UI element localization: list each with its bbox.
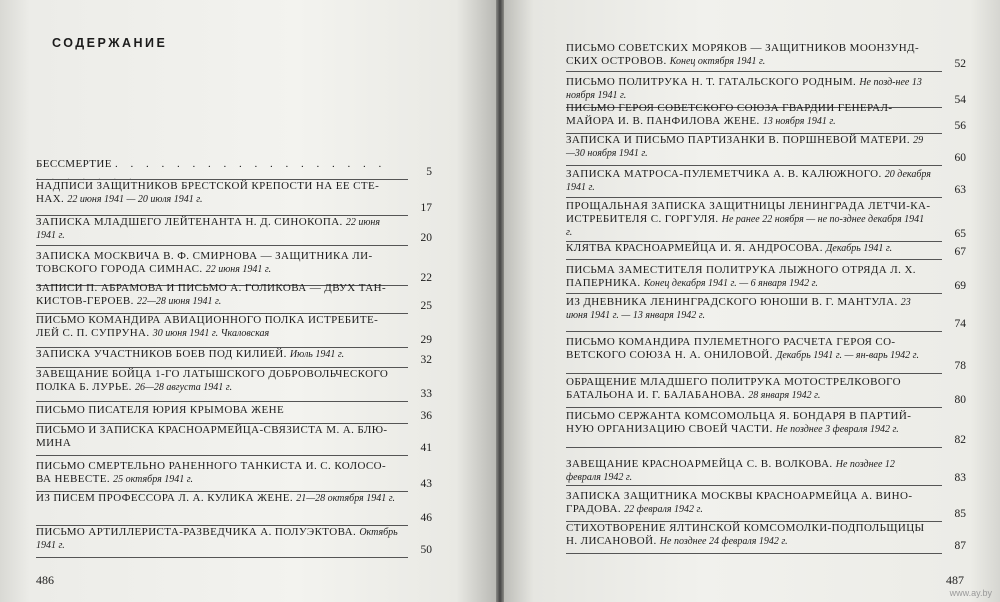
left-toc-entry <box>36 314 432 346</box>
entry-title: ПИСЬМА ЗАМЕСТИТЕЛЯ ПОЛИТРУКА ЛЫЖНОГО ОТРЯДА Л. Х. ПАПЕРНИКА. Конец декабря 1941 г. — 6 января 1942 г. <box>566 264 916 289</box>
right-page <box>504 0 1000 602</box>
entry-date: Декабрь 1941 г. <box>826 243 893 254</box>
entry-title: ПИСЬМО АРТИЛЛЕРИСТА-РАЗВЕДЧИКА А. ПОЛУЭКТОВА. Октябрь 1941 г. <box>36 526 398 551</box>
left-page <box>0 0 496 602</box>
right-toc-entry <box>566 296 966 330</box>
entry-page-number: 20 <box>420 232 432 244</box>
entry-page-number: 43 <box>420 478 432 490</box>
entry-date: 22—28 июня 1941 г. <box>136 296 222 307</box>
right-toc-entry <box>566 336 966 372</box>
right-toc-entry <box>566 200 966 240</box>
entry-page-number: 82 <box>954 434 966 446</box>
entry-page-number: 85 <box>954 508 966 520</box>
entry-title: ПРОЩАЛЬНАЯ ЗАПИСКА ЗАЩИТНИЦЫ ЛЕНИНГРАДА ЛЕТЧИ-КА-ИСТРЕБИТЕЛЯ С. ГОРГУЛЯ. Не ранее 22 ноября — не по-зднее декабря 1941 г. <box>566 200 931 238</box>
entry-page-number: 60 <box>954 152 966 164</box>
entry-title: ПИСЬМО И ЗАПИСКА КРАСНОАРМЕЙЦА-СВЯЗИСТА М. А. БЛЮ-МИНА <box>36 424 388 449</box>
entry-date: 25 октября 1941 г. <box>113 474 193 485</box>
entry-title: ПИСЬМО СМЕРТЕЛЬНО РАНЕННОГО ТАНКИСТА И. С. КОЛОСО-ВА НЕВЕСТЕ. 25 октября 1941 г. <box>36 460 387 485</box>
right-toc-entry <box>566 490 966 520</box>
entry-date: 30 июня 1941 г. Чкаловская <box>152 328 270 339</box>
watermark: www.ay.by <box>949 588 992 598</box>
right-toc-entry <box>566 376 966 406</box>
entry-underline <box>566 197 942 198</box>
entry-underline <box>36 455 408 456</box>
entry-page-number: 41 <box>420 442 432 454</box>
book-gutter <box>496 0 504 602</box>
right-toc-entry <box>566 102 966 132</box>
entry-underline <box>36 245 408 246</box>
leader-dots: . . . . . . . . . . . . . . . . . . . . . . . . . <box>36 158 387 183</box>
entry-date: 21—28 октября 1941 г. <box>296 493 395 504</box>
entry-page-number: 63 <box>954 184 966 196</box>
left-toc-entry <box>36 216 432 244</box>
entry-title: ПИСЬМО КОМАНДИРА ПУЛЕМЕТНОГО РАСЧЕТА ГЕРОЯ СО-ВЕТСКОГО СОЮЗА Н. А. ОНИЛОВОЙ. Декабрь 1941 г. — ян-варь 1942 г. <box>566 336 919 361</box>
entry-date: 20 декабря 1941 г. <box>566 169 931 193</box>
entry-title: ИЗ ПИСЕМ ПРОФЕССОРА Л. А. КУЛИКА ЖЕНЕ. 21—28 октября 1941 г. <box>36 492 395 504</box>
entry-page-number: 83 <box>954 472 966 484</box>
entry-date: Декабрь 1941 г. — ян-варь 1942 г. <box>775 350 919 361</box>
right-toc-entry <box>566 522 966 552</box>
entry-date: Не позднее 24 февраля 1942 г. <box>659 536 788 547</box>
entry-title: ПИСЬМО СЕРЖАНТА КОМСОМОЛЬЦА Я. БОНДАРЯ В ПАРТИЙ-НУЮ ОРГАНИЗАЦИЮ СВОЕЙ ЧАСТИ. Не позднее 3 февраля 1942 г. <box>566 410 912 435</box>
entry-title: ПИСЬМО КОМАНДИРА АВИАЦИОННОГО ПОЛКА ИСТРЕБИТЕ-ЛЕЙ С. П. СУПРУНА. 30 июня 1941 г. Чкаловская <box>36 314 379 339</box>
entry-title: ПИСЬМО ПИСАТЕЛЯ ЮРИЯ КРЫМОВА ЖЕНЕ <box>36 404 285 416</box>
entry-underline <box>566 485 942 486</box>
entry-underline <box>566 259 942 260</box>
entry-underline <box>566 71 942 72</box>
left-toc-entry <box>36 424 432 454</box>
right-toc-entry <box>566 168 966 196</box>
entry-title: СТИХОТВОРЕНИЕ ЯЛТИНСКОЙ КОМСОМОЛКИ-ПОДПОЛЬЩИЦЫ Н. ЛИСАНОВОЙ. Не позднее 24 февраля 1942 г. <box>566 522 925 547</box>
entry-page-number: 69 <box>954 280 966 292</box>
entry-date: 22 июня 1941 — 20 июля 1941 г. <box>67 194 203 205</box>
entry-title: ПИСЬМО ГЕРОЯ СОВЕТСКОГО СОЮЗА ГВАРДИИ ГЕНЕРАЛ-МАЙОРА И. В. ПАНФИЛОВА ЖЕНЕ. 13 ноября 1941 г. <box>566 102 893 127</box>
entry-underline <box>566 373 942 374</box>
entry-date: Июль 1941 г. <box>289 349 345 360</box>
entry-page-number: 33 <box>420 388 432 400</box>
left-toc-entry <box>36 282 432 312</box>
left-toc-entry <box>36 368 432 400</box>
entry-title: ЗАПИСКА И ПИСЬМО ПАРТИЗАНКИ В. ПОРШНЕВОЙ МАТЕРИ. 29—30 ноября 1941 г. <box>566 134 924 159</box>
right-toc-entry <box>566 42 966 70</box>
entry-title: ЗАПИСКА МОСКВИЧА В. Ф. СМИРНОВА — ЗАЩИТНИКА ЛИ-ТОВСКОГО ГОРОДА СИМНАС. 22 июня 1941 г. <box>36 250 373 275</box>
entry-title: ЗАПИСКА МЛАДШЕГО ЛЕЙТЕНАНТА Н. Д. СИНОКОПА. 22 июня 1941 г. <box>36 216 381 241</box>
entry-page-number: 54 <box>954 94 966 106</box>
entry-page-number: 87 <box>954 540 966 552</box>
entry-page-number: 52 <box>954 58 966 70</box>
entry-underline <box>566 165 942 166</box>
entry-title: ЗАПИСКА МАТРОСА-ПУЛЕМЕТЧИКА А. В. КАЛЮЖНОГО. 20 декабря 1941 г. <box>566 168 931 193</box>
entry-date: Не позд-нее 13 ноября 1941 г. <box>566 77 922 101</box>
left-folio: 486 <box>36 573 54 587</box>
entry-page-number: 32 <box>420 354 432 366</box>
entry-date: Не позднее 3 февраля 1942 г. <box>775 424 899 435</box>
right-toc-entry <box>566 134 966 164</box>
left-toc-entry <box>36 404 432 422</box>
entry-underline <box>566 407 942 408</box>
entry-title: ПИСЬМО ПОЛИТРУКА Н. Т. ГАТАЛЬСКОГО РОДНЫМ. Не позд-нее 13 ноября 1941 г. <box>566 76 922 101</box>
entry-title: ОБРАЩЕНИЕ МЛАДШЕГО ПОЛИТРУКА МОТОСТРЕЛКОВОГО БАТАЛЬОНА И. Г. БАЛАБАНОВА. 28 января 1942 г. <box>566 376 901 401</box>
entry-title: КЛЯТВА КРАСНОАРМЕЙЦА И. Я. АНДРОСОВА. Декабрь 1941 г. <box>566 242 893 254</box>
left-toc-entry <box>36 348 432 366</box>
entry-date: 28 января 1942 г. <box>748 390 821 401</box>
right-toc-entry <box>566 410 966 446</box>
entry-underline <box>566 553 942 554</box>
entry-page-number: 22 <box>420 272 432 284</box>
entry-title: ЗАВЕЩАНИЕ КРАСНОАРМЕЙЦА С. В. ВОЛКОВА. Не позднее 12 февраля 1942 г. <box>566 458 895 483</box>
entry-page-number: 74 <box>954 318 966 330</box>
entry-date: 29—30 ноября 1941 г. <box>566 135 924 159</box>
entry-date: Не позднее 12 февраля 1942 г. <box>566 459 895 483</box>
entry-page-number: 65 <box>954 228 966 240</box>
entry-date: Конец октября 1941 г. <box>669 56 766 67</box>
entry-title: ЗАПИСКА УЧАСТНИКОВ БОЕВ ПОД КИЛИЕЙ. Июль 1941 г. <box>36 348 345 360</box>
left-toc-entry <box>36 460 432 490</box>
entry-date: 23 июня 1941 г. — 13 января 1942 г. <box>566 297 911 321</box>
entry-date: 26—28 августа 1941 г. <box>134 382 233 393</box>
entry-date: 22 июня 1941 г. <box>36 217 381 241</box>
entry-page-number: 17 <box>420 202 432 214</box>
entry-underline <box>36 557 408 558</box>
entry-page-number: 46 <box>420 512 432 524</box>
entry-title: ПИСЬМО СОВЕТСКИХ МОРЯКОВ — ЗАЩИТНИКОВ МООНЗУНД-СКИХ ОСТРОВОВ. Конец октября 1941 г. <box>566 42 920 67</box>
left-toc-entry <box>36 526 432 556</box>
entry-date: 22 февраля 1942 г. <box>624 504 703 515</box>
right-toc-entry <box>566 264 966 292</box>
contents-heading: СОДЕРЖАНИЕ <box>52 36 168 50</box>
left-toc-entry <box>36 492 432 524</box>
left-toc-entry <box>36 158 432 183</box>
entry-page-number: 5 <box>426 166 432 178</box>
entry-underline <box>566 447 942 448</box>
left-toc-entry <box>36 180 432 214</box>
entry-title: БЕССМЕРТИЕ . . . . . . . . . . . . . . . . . . . . . . . . . <box>36 158 387 183</box>
entry-page-number: 80 <box>954 394 966 406</box>
right-toc-entry <box>566 458 966 484</box>
entry-page-number: 36 <box>420 410 432 422</box>
right-toc-entry <box>566 242 966 258</box>
entry-date: 22 июня 1941 г. <box>205 264 272 275</box>
entry-title: ЗАВЕЩАНИЕ БОЙЦА 1-ГО ЛАТЫШСКОГО ДОБРОВОЛЬЧЕСКОГО ПОЛКА Б. ЛУРЬЕ. 26—28 августа 1941 г. <box>36 368 389 393</box>
entry-page-number: 50 <box>420 544 432 556</box>
entry-page-number: 78 <box>954 360 966 372</box>
entry-page-number: 67 <box>954 246 966 258</box>
entry-title: ЗАПИСИ П. АБРАМОВА И ПИСЬМО А. ГОЛИКОВА — ДВУХ ТАН-КИСТОВ-ГЕРОЕВ. 22—28 июня 1941 г. <box>36 282 387 307</box>
entry-date: Октябрь 1941 г. <box>36 527 398 551</box>
entry-underline <box>566 331 942 332</box>
entry-page-number: 56 <box>954 120 966 132</box>
right-folio: 487 <box>946 573 964 587</box>
entry-page-number: 25 <box>420 300 432 312</box>
entry-title: ИЗ ДНЕВНИКА ЛЕНИНГРАДСКОГО ЮНОШИ В. Г. МАНТУЛА. 23 июня 1941 г. — 13 января 1942 г. <box>566 296 911 321</box>
left-toc-entry <box>36 250 432 284</box>
entry-page-number: 29 <box>420 334 432 346</box>
entry-date: 13 ноября 1941 г. <box>762 116 836 127</box>
entry-underline <box>36 401 408 402</box>
entry-title: ЗАПИСКА ЗАЩИТНИКА МОСКВЫ КРАСНОАРМЕЙЦА А. ВИНО-ГРАДОВА. 22 февраля 1942 г. <box>566 490 913 515</box>
entry-date: Не ранее 22 ноября — не по-зднее декабря 1941 г. <box>566 214 925 238</box>
entry-title: НАДПИСИ ЗАЩИТНИКОВ БРЕСТСКОЙ КРЕПОСТИ НА ЕЕ СТЕ-НАХ. 22 июня 1941 — 20 июля 1941 г. <box>36 180 380 205</box>
entry-underline <box>566 293 942 294</box>
entry-date: Конец декабря 1941 г. — 6 января 1942 г. <box>643 278 818 289</box>
